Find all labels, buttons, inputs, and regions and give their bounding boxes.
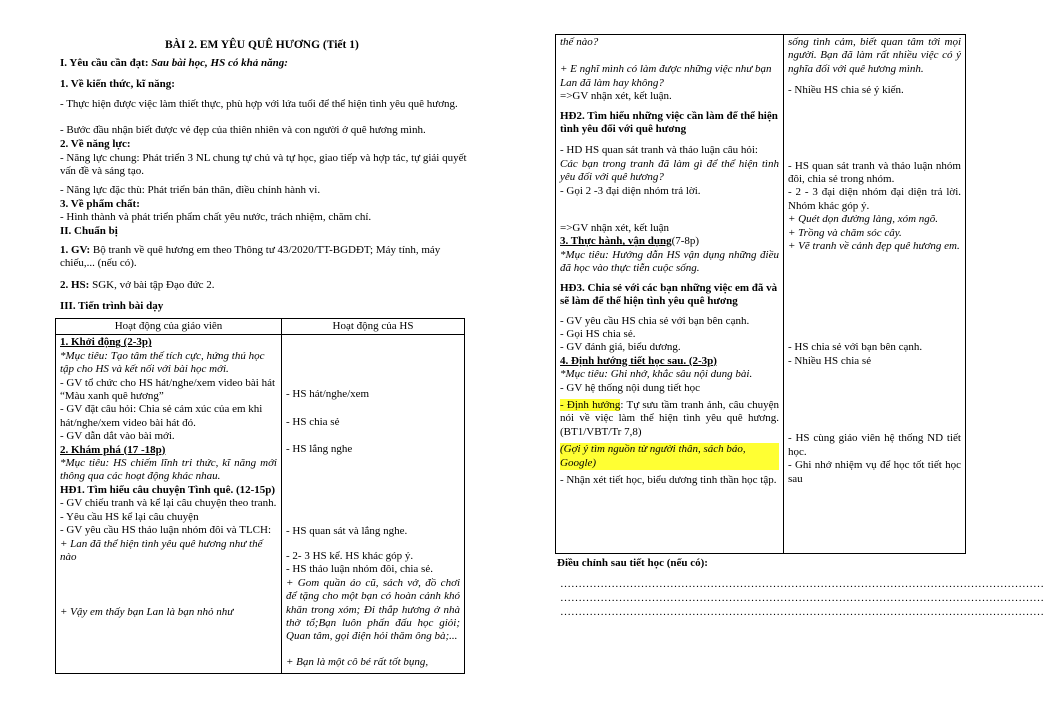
teacher-step-7: - HD HS quan sát tranh và thảo luận câu hỏi:: [560, 144, 758, 157]
competence-p1: - Năng lực chung: Phát triển 3 NL chung tự chủ và tự học, giao tiếp và hợp tác, tự giải quyết vấn đề và sáng tạo.: [60, 152, 467, 178]
orientation-text: [560, 399, 779, 439]
student-step-1: - HS hát/nghe/xem: [286, 388, 370, 401]
teacher-conclusion-2: =>GV nhận xét, kết luận: [560, 222, 670, 235]
student-cell-cont: [784, 35, 966, 554]
teacher-step-1: - GV tổ chức cho HS hát/nghe/xem video bài hát “Màu xanh quê hương”: [60, 376, 276, 403]
student-step-2: - HS chia sẻ: [286, 415, 340, 428]
student-step-10: - HS chia sẻ với bạn bên cạnh.: [788, 341, 923, 354]
teacher-conclusion-1: =>GV nhận xét, kết luận.: [560, 90, 672, 103]
lesson-title: BÀI 2. EM YÊU QUÊ HƯƠNG (Tiết 1): [165, 39, 359, 51]
student-answer-1: + Gom quần áo cũ, sách vở, đồ chơi để tặng cho một bạn có hoàn cảnh khó khăn trong xóm; Đi thắp hương ở nhà thờ tổ;Bạn luôn phấn đấu học giỏi; Quan tâm, gọi điện hỏi thăm ông bà;...: [286, 576, 460, 643]
next-lesson-goal: *Mục tiêu: Ghi nhớ, khắc sâu nội dung bài.: [560, 368, 753, 381]
prep-gv-label: 1. GV:: [60, 244, 91, 256]
prep-gv: [60, 244, 460, 271]
section-quality: 3. Về phẩm chất:: [60, 198, 140, 210]
student-step-12: - HS cùng giáo viên hệ thống ND tiết học.: [788, 432, 961, 458]
adjustment-heading: Điều chỉnh sau tiết học (nếu có):: [557, 557, 708, 569]
student-step-13: - Ghi nhớ nhiệm vụ để học tốt tiết học sau: [788, 459, 961, 485]
requirements-label: I. Yêu cầu cần đạt:: [60, 57, 149, 69]
student-step-8: - HS quan sát tranh và thảo luận nhóm đôi, chia sẻ trong nhóm.: [788, 159, 961, 186]
student-answer-cont: sống tình cảm, biết quan tâm tới mọi người. Bạn đã làm rất nhiều việc có ý nghĩa đối với quê hương mình.: [788, 36, 961, 75]
practice-goal: *Mục tiêu: Hướng dẫn HS vận dụng những điều đã học vào thực tiễn cuộc sống.: [560, 248, 779, 275]
teacher-question-2: + Vậy em thấy bạn Lan là bạn nhỏ như: [60, 606, 234, 619]
warmup-goal: *Mục tiêu: Tạo tâm thế tích cực, hứng thú học tập cho HS và kết nối với bài học mới.: [60, 349, 265, 376]
activity-3-heading: HĐ3. Chia sẻ với các bạn những việc em đã và sẽ làm để thể hiện tình yêu quê hương: [560, 281, 778, 308]
left-page: [0, 0, 500, 707]
practice-heading: [560, 235, 779, 248]
student-answer-4: + Trồng và chăm sóc cây.: [788, 226, 902, 239]
student-step-3: - HS lắng nghe: [286, 443, 353, 456]
section-preparation: II. Chuẩn bị: [60, 225, 118, 237]
prep-gv-text: Bộ tranh về quê hương em theo Thông tư 43/2020/TT-BGDĐT; Máy tính, máy chiếu,... (nếu có).: [60, 244, 441, 270]
requirements-text: Sau bài học, HS có khả năng:: [151, 57, 288, 69]
teacher-step-8: - Gọi 2 -3 đại diện nhóm trả lời.: [560, 184, 701, 197]
teacher-cell-cont: [556, 35, 784, 554]
explore-goal: *Mục tiêu: HS chiếm lĩnh tri thức, kĩ năng mới thông qua các hoạt động khác nhau.: [60, 457, 277, 483]
practice-title: 3. Thực hành, vận dụng: [560, 235, 672, 248]
teacher-question-1: + Lan đã thể hiện tình yêu quê hương như thế nào: [60, 537, 263, 563]
warmup-heading: 1. Khởi động (2-3p): [60, 336, 152, 349]
lesson-table-right: [555, 34, 966, 554]
prep-hs: [60, 279, 460, 292]
teacher-step-10: - Gọi HS chia sẻ.: [560, 327, 636, 340]
prep-hs-text: SGK, vở bài tập Đạo đức 2.: [92, 279, 215, 291]
col-header-teacher: Hoạt động của giáo viên: [56, 319, 282, 335]
student-answer-2: + Bạn là một cô bé rất tốt bụng,: [286, 655, 429, 668]
student-step-9: - 2 - 3 đại diện nhóm đại diện trả lời. Nhóm khác góp ý.: [788, 186, 961, 212]
competence-p2: - Năng lực đặc thù: Phát triển bản thân, điều chỉnh hành vi.: [60, 184, 321, 196]
student-answer-5: + Vẽ tranh về cảnh đẹp quê hương em.: [788, 240, 960, 253]
student-step-5: - 2- 3 HS kể. HS khác góp ý.: [286, 550, 414, 563]
student-step-7: - Nhiều HS chia sẻ ý kiến.: [788, 84, 904, 97]
section-knowledge: 1. Về kiến thức, kĩ năng:: [60, 78, 175, 90]
student-step-6: - HS thảo luận nhóm đôi, chia sẻ.: [286, 563, 433, 576]
teacher-step-3: - GV dẫn dắt vào bài mới.: [60, 430, 175, 443]
knowledge-p1: - Thực hiện được việc làm thiết thực, phù hợp với lứa tuổi để thể hiện tình yêu quê hương.: [60, 98, 458, 110]
quality-p1: - Hình thành và phát triển phẩm chất yêu nước, trách nhiệm, chăm chỉ.: [60, 211, 372, 223]
knowledge-p2: - Bước đầu nhận biết được vẻ đẹp của thiên nhiên và con người ở quê hương mình.: [60, 124, 426, 136]
teacher-question-cont: thế nào?: [560, 36, 599, 48]
teacher-question-4: Các bạn trong tranh đã làm gì để thể hiện tình yêu đối với quê hương?: [560, 157, 779, 184]
teacher-step-6: - GV yêu cầu HS thảo luận nhóm đôi và TLCH:: [60, 524, 272, 537]
teacher-step-4: - GV chiếu tranh và kể lại câu chuyện theo tranh.: [60, 497, 277, 510]
student-step-11: - Nhiều HS chia sẻ: [788, 354, 872, 367]
requirements-heading: [60, 57, 470, 70]
section-competence: 2. Về năng lực:: [60, 138, 131, 150]
activity-2-heading: HĐ2. Tìm hiểu những việc cần làm để thể hiện tình yêu đối với quê hương: [560, 109, 778, 136]
teacher-step-12: - GV hệ thống nội dung tiết học: [560, 381, 701, 394]
explore-heading: 2. Khám phá (17 -18p): [60, 443, 166, 456]
prep-hs-label: 2. HS:: [60, 279, 90, 291]
teacher-step-9: - GV yêu cầu HS chia sẻ với bạn bên cạnh.: [560, 314, 750, 327]
right-page: [500, 0, 1044, 707]
adjustment-line-2: ……………………………………………………………………………………………………………………: [560, 592, 1044, 604]
lesson-table-left: [55, 318, 465, 674]
teacher-step-13: - Nhận xét tiết học, biểu dương tinh thần học tập.: [560, 473, 777, 486]
activity-1-heading: HĐ1. Tìm hiểu câu chuyện Tình quê. (12-15p): [60, 483, 276, 496]
teacher-cell: [56, 335, 282, 674]
adjustment-line-1: ……………………………………………………………………………………………………………………: [560, 578, 1044, 590]
student-answer-3: + Quét dọn đường làng, xóm ngõ.: [788, 213, 939, 226]
orientation-hint: (Gợi ý tìm nguồn từ người thân, sách báo, Google): [560, 443, 779, 470]
student-step-4: - HS quan sát và lắng nghe.: [286, 524, 408, 537]
orientation-label: - Định hướng: [560, 398, 621, 411]
orientation-detail: : Tự sưu tầm tranh ảnh, câu chuyện nói về việc làm thể hiện tình yêu quê hương.(BT1/VBT/Tr 7,8): [560, 398, 779, 438]
teacher-step-5: - Yêu cầu HS kể lại câu chuyện: [60, 510, 199, 523]
next-lesson-heading: 4. Định hướng tiết học sau. (2-3p): [560, 354, 717, 367]
teacher-step-2: - GV đặt câu hỏi: Chia sẻ cảm xúc của em khi hát/nghe/xem video bài hát đó.: [60, 403, 263, 429]
adjustment-line-3: ……………………………………………………………………………………………………………………: [560, 606, 1044, 618]
teacher-question-3: + E nghĩ mình có làm được những việc như bạn Lan đã làm hay không?: [560, 63, 772, 89]
practice-time: (7-8p): [671, 235, 700, 248]
col-header-student: Hoạt động của HS: [282, 319, 465, 335]
student-cell: [282, 335, 465, 674]
teacher-step-11: - GV đánh giá, biểu dương.: [560, 341, 681, 354]
section-procedure: III. Tiến trình bài dạy: [60, 300, 164, 312]
